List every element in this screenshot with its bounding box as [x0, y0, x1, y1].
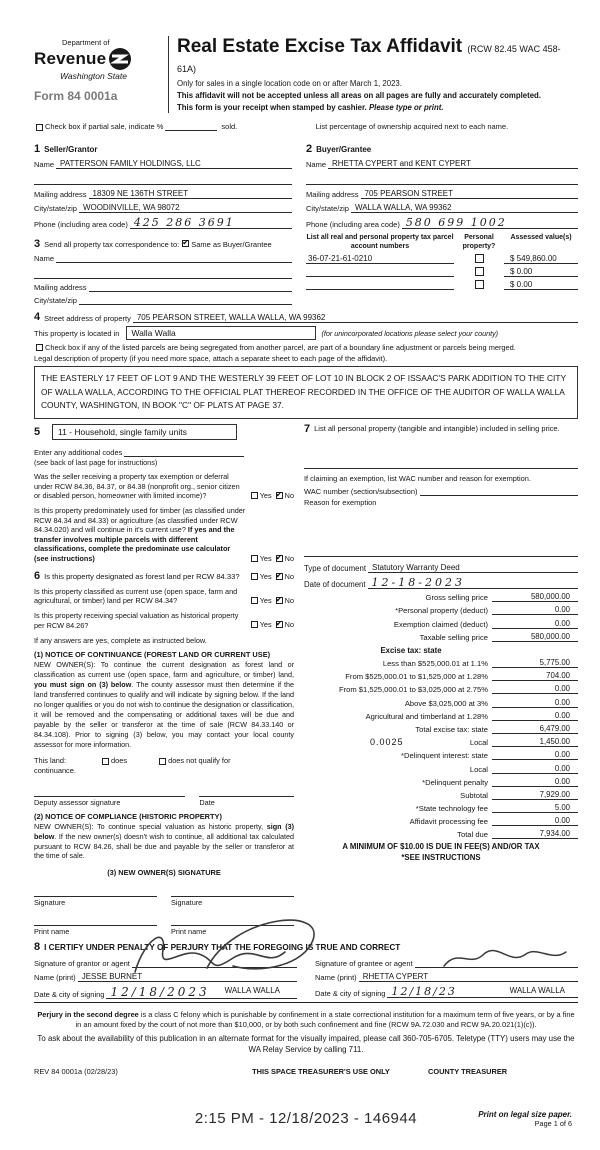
- wac-number-field[interactable]: [420, 487, 578, 496]
- seller-city-field[interactable]: WOODINVILLE, WA 98072: [79, 203, 292, 213]
- grantee-signature-block: [315, 955, 578, 999]
- same-as-buyer-checkbox[interactable]: [182, 240, 189, 247]
- this-land-label: This land:: [34, 755, 67, 765]
- section-4: [34, 312, 578, 419]
- corr-extra-field[interactable]: [34, 270, 292, 279]
- total-due-value[interactable]: 7,934.00: [492, 829, 578, 839]
- corr-name-field[interactable]: [56, 254, 292, 263]
- rcw-reference: (RCW 82.45 WAC 458-61A): [177, 44, 561, 74]
- additional-codes-note: (see back of last page for instructions): [34, 458, 158, 468]
- partial-sale-checkbox[interactable]: [36, 124, 43, 131]
- section-3-label: Send all property tax correspondence to:: [44, 240, 180, 250]
- affidavit-processing-fee-value[interactable]: 0.00: [492, 816, 578, 826]
- q3-no-checkbox[interactable]: [276, 573, 283, 580]
- subtotal-value[interactable]: 7,929.00: [492, 790, 578, 800]
- notice-2-body: NEW OWNER(S): To continue special valuation as historic property, sign (3) below. If the new owner(s) doesn't wish to continue, all additional tax calculated pursuant to RCW 84.26, shall be due and payable by the seller or transferor at the time of sale.: [34, 821, 294, 861]
- amount-label: Total excise tax: state: [415, 724, 488, 734]
- new-owner-print-name-line-2[interactable]: [171, 916, 294, 926]
- legal-description-label: Legal description of property (if you need more space, attach a separate sheet to each page of the affidavit).: [34, 354, 388, 364]
- q2-no-checkbox[interactable]: [276, 555, 283, 562]
- amount-label: Local: [469, 764, 488, 774]
- corr-city-field[interactable]: [79, 296, 292, 305]
- q4-no-checkbox[interactable]: [276, 597, 283, 604]
- section-7-number: 7: [304, 423, 311, 436]
- seller-city-label: City/state/zip: [34, 204, 77, 214]
- parcel-number-field[interactable]: [306, 280, 454, 290]
- section-2-number: 2: [306, 143, 313, 156]
- local-tax-value[interactable]: 1,450.00: [492, 737, 578, 747]
- parcel-number-field[interactable]: 36-07-21-61-0210: [306, 254, 454, 264]
- parcel-number-field[interactable]: [306, 267, 454, 277]
- amount-label: From $525,000.01 to $1,525,000 at 1.28%: [345, 672, 488, 682]
- grantee-signature-label: Signature of grantee or agent: [315, 959, 413, 969]
- additional-codes-field[interactable]: [124, 448, 244, 457]
- q5-no-checkbox[interactable]: [276, 621, 283, 628]
- reason-for-exemption-label: Reason for exemption: [304, 498, 377, 508]
- if-yes-note: If any answers are yes, complete as instructed below.: [34, 636, 207, 646]
- parcel-table: [306, 234, 578, 290]
- deputy-assessor-signature-line[interactable]: [34, 787, 185, 797]
- minimum-due-note: A MINIMUM OF $10.00 IS DUE IN FEE(S) AND/OR TAX *SEE INSTRUCTIONS: [342, 842, 540, 862]
- located-in-label: This property is located in: [34, 328, 120, 338]
- tier1-tax-value[interactable]: 5,775.00: [492, 658, 578, 668]
- state-technology-fee-value[interactable]: 5.00: [492, 803, 578, 813]
- amount-label: Gross selling price: [425, 593, 488, 603]
- section-1-number: 1: [34, 143, 41, 156]
- new-owner-print-name-line-1[interactable]: [34, 916, 157, 926]
- property-use-code-field[interactable]: 11 - Household, single family units: [52, 424, 237, 440]
- seller-heading: Seller/Grantor: [44, 145, 98, 155]
- revenue-wordmark: Revenue: [34, 49, 107, 68]
- page-indicator: Page 1 of 6: [534, 1118, 572, 1128]
- tier2-tax-value[interactable]: 704.00: [492, 671, 578, 681]
- buyer-phone-field[interactable]: 580 699 1002: [402, 217, 578, 229]
- county-select[interactable]: Walla Walla: [126, 326, 316, 340]
- assessed-value-field[interactable]: $ 549,860.00: [504, 254, 578, 264]
- personal-property-col-header: Personal property?: [462, 234, 496, 250]
- grantor-signature-line[interactable]: [132, 959, 297, 968]
- section-3-number: 3: [34, 238, 41, 251]
- doc-date-field[interactable]: 12-18-2023: [368, 577, 578, 589]
- grantor-date-city-label: Date & city of signing: [34, 990, 105, 1000]
- partial-sale-row: [34, 122, 578, 131]
- question-exemption-deferral: Was the seller receiving a property tax exemption or deferral under RCW 84.36, 84.37, or 84.38 (nonprofit org., senior citizen or disabled person, homeowner with limited income)?: [34, 472, 240, 501]
- exemption-claimed-value[interactable]: 0.00: [492, 619, 578, 629]
- amount-label: Above $3,025,000 at 3%: [404, 698, 488, 708]
- signature-label: Signature: [171, 898, 203, 908]
- q1-yes-checkbox[interactable]: [251, 492, 258, 499]
- receipt-timestamp: 2:15 PM - 12/18/2023 - 146944: [194, 1109, 418, 1127]
- continuance-label: continuance.: [34, 765, 76, 775]
- grantor-date-city-field[interactable]: 12/18/2023 WALLA WALLA: [106, 986, 297, 999]
- reason-for-exemption-field[interactable]: [304, 547, 578, 557]
- question-current-use: Is this property classified as current use (open space, farm and agricultural, or timber) land per RCW 84.34?: [34, 586, 238, 606]
- q3-yes-checkbox[interactable]: [251, 573, 258, 580]
- signature-label: Signature: [34, 898, 66, 908]
- grantor-print-name-label: Name (print): [34, 973, 76, 983]
- assessed-value-field[interactable]: $ 0.00: [504, 280, 578, 290]
- seller-phone-label: Phone (including area code): [34, 220, 128, 230]
- sold-label: sold.: [221, 122, 238, 132]
- personal-property-checkbox[interactable]: [475, 267, 484, 276]
- deputy-date-label: Date: [199, 797, 215, 807]
- seller-mailing-label: Mailing address: [34, 190, 87, 200]
- buyer-name-label: Name: [306, 160, 327, 170]
- segregated-label: Check box if any of the listed parcels are being segregated from another parcel, are part of a boundary line adjustment or parcels being merged.: [45, 343, 516, 353]
- deputy-assessor-signature-label: Deputy assessor signature: [34, 797, 121, 807]
- wac-number-label: WAC number (section/subsection): [304, 487, 418, 497]
- question-timber-agriculture: Is this property predominately used for timber (as classified under RCW 84.34 and 84.33) or agriculture (as classified under RCW 84.34.020) and will continue in it's current use? If yes and the transfer involves multiple parcels with different classifications, complete the predominate use calculator (see instructions): [34, 505, 246, 564]
- alternate-format-note: To ask about the availability of this publication in an alternate format for the visually impaired, please call 360-705-6705. Teletype (TTY) users may use the WA Relay Service by calling 711.: [37, 1034, 575, 1054]
- q4-yes-checkbox[interactable]: [251, 597, 258, 604]
- corr-city-label: City/state/zip: [34, 296, 77, 306]
- does-not-checkbox[interactable]: [159, 758, 166, 765]
- doc-type-label: Type of document: [304, 564, 366, 574]
- amount-label: *State technology fee: [415, 804, 488, 814]
- grantee-signature-line[interactable]: [415, 959, 578, 968]
- amount-label: Local: [469, 738, 488, 748]
- buyer-mailing-label: Mailing address: [306, 190, 359, 200]
- certify-statement: I CERTIFY UNDER PENALTY OF PERJURY THAT THE FOREGOING IS TRUE AND CORRECT: [44, 943, 401, 953]
- grantee-date-city-label: Date & city of signing: [315, 989, 386, 999]
- grantor-signature-block: [34, 955, 297, 999]
- q2-yes-checkbox[interactable]: [251, 555, 258, 562]
- corr-mailing-label: Mailing address: [34, 283, 87, 293]
- parcel-col-header: List all real and personal property tax parcel account numbers: [306, 234, 454, 250]
- seller-name-field[interactable]: PATTERSON FAMILY HOLDINGS, LLC: [56, 159, 292, 169]
- does-checkbox[interactable]: [102, 758, 109, 765]
- assessed-value-field[interactable]: $ 0.00: [504, 267, 578, 277]
- grantee-print-name-label: Name (print): [315, 973, 357, 983]
- taxable-selling-price-value[interactable]: 580,000.00: [492, 632, 578, 642]
- notice-1-title: (1) NOTICE OF CONTINUANCE (FOREST LAND OR CURRENT USE): [34, 650, 271, 660]
- doc-date-label: Date of document: [304, 580, 366, 590]
- parcel-row: [306, 280, 578, 290]
- section-5-number: 5: [34, 425, 41, 438]
- does-not-label: does not qualify for: [168, 755, 231, 765]
- parcel-row: [306, 267, 578, 277]
- buyer-name-field[interactable]: RHETTA CYPERT and KENT CYPERT: [328, 159, 578, 169]
- doc-type-field[interactable]: Statutory Warranty Deed: [368, 563, 578, 573]
- legal-description-box[interactable]: THE EASTERLY 17 FEET OF LOT 9 AND THE WESTERLY 39 FEET OF LOT 10 IN BLOCK 2 OF ISSAAC'S PARK ADDITION TO THE CITY OF WALLA WALLA, ACCORDING TO THE OFFICIAL PLAT THEREOF RECORDED IN THE OFFICE OF THE AUDITOR OF WALLA WALLA COUNTY, WASHINGTON, IN BOOK "C" OF PLATS AT PAGE 37.: [34, 366, 578, 419]
- assessed-value-col-header: Assessed value(s): [510, 234, 572, 242]
- buyer-city-field[interactable]: WALLA WALLA, WA 99362: [351, 203, 578, 213]
- personal-property-checkbox[interactable]: [475, 254, 484, 263]
- personal-property-list-field[interactable]: [304, 459, 578, 469]
- amount-label: *Delinquent penalty: [422, 777, 488, 787]
- delinquent-interest-state-value[interactable]: 0.00: [492, 750, 578, 760]
- revenue-logo-icon: [108, 47, 132, 71]
- amount-label: Total due: [457, 830, 488, 840]
- print-name-label: Print name: [34, 927, 70, 937]
- excise-tax-state-header: Excise tax: state: [380, 645, 442, 655]
- notice-1-body: NEW OWNER(S): To continue the current designation as forest land or classification as current use (open space, farm and agriculture, or timber) land, you must sign on (3) below. The county assessor must then determine if the land transferred continues to qualify and will indicate by signing below. If the land no longer qualifies or you do not wish to continue the designation or classification, it will be removed and the compensating or additional taxes will be due and payable by the seller or transferor at the time of sale (RCW 84.33.140 or 84.34.108). Prior to signing (3) below, you may contact your local county assessor for more information.: [34, 660, 294, 749]
- new-owner-signature-line-2[interactable]: [171, 887, 294, 897]
- new-owner-signature-line-1[interactable]: [34, 887, 157, 897]
- seller-mailing-field[interactable]: 18309 NE 136TH STREET: [89, 189, 292, 199]
- segregated-checkbox[interactable]: [36, 344, 43, 351]
- dept-of-label: Department of: [62, 38, 110, 47]
- header-subline-2: This affidavit will not be accepted unless all areas on all pages are fully and accurately completed.: [177, 91, 541, 100]
- grantee-date-city-field[interactable]: 12/18/23 WALLA WALLA: [387, 986, 578, 998]
- personal-property-checkbox[interactable]: [475, 280, 484, 289]
- form-header: [34, 36, 578, 113]
- exemption-note: If claiming an exemption, list WAC number and reason for exemption.: [304, 474, 531, 484]
- question-historical: Is this property receiving special valuation as historical property per RCW 84.26?: [34, 610, 239, 630]
- amount-label: Subtotal: [460, 790, 488, 800]
- form-title: Real Estate Excise Tax Affidavit (RCW 82.45 WAC 458-61A): [177, 36, 561, 74]
- amount-label: Exemption claimed (deduct): [393, 619, 488, 629]
- print-size-note: Print on legal size paper.: [478, 1109, 572, 1119]
- same-as-buyer-label: Same as Buyer/Grantee: [191, 240, 272, 250]
- deputy-date-line[interactable]: [199, 787, 294, 797]
- treasurer-use-label: THIS SPACE TREASURER'S USE ONLY: [252, 1066, 390, 1076]
- amount-label: Affidavit processing fee: [409, 817, 488, 827]
- personal-property-list-label: List all personal property (tangible and intangible) included in selling price.: [314, 424, 560, 434]
- tier3-tax-value[interactable]: 0.00: [492, 684, 578, 694]
- does-label: does: [111, 755, 128, 765]
- delinquent-penalty-value[interactable]: 0.00: [492, 777, 578, 787]
- section-8-number: 8: [34, 941, 41, 954]
- header-divider: [168, 36, 169, 113]
- tier4-tax-value[interactable]: 0.00: [492, 698, 578, 708]
- perjury-statement: Perjury in the second degree is a class C felony which is punishable by confinement in a state correctional institution for a maximum term of five years, or by a fine in an amount fixed by the court of not more than $10,000, or by both such confinement and fine (RCW 9A.72.030 and RCW 9A.20.021(1)(c)).: [37, 1010, 575, 1030]
- grantor-print-name-field[interactable]: JESSE BURNET: [78, 972, 297, 982]
- partial-sale-label: Check box if partial sale, indicate %: [45, 122, 164, 132]
- q5-yes-checkbox[interactable]: [251, 621, 258, 628]
- street-address-label: Street address of property: [44, 314, 131, 324]
- buyer-phone-label: Phone (including area code): [306, 220, 400, 230]
- local-rate-value: 0.0025: [370, 737, 404, 748]
- grantee-print-name-field[interactable]: RHETTA CYPERT: [359, 972, 578, 982]
- street-address-field[interactable]: 705 PEARSON STREET, WALLA WALLA, WA 99362: [133, 313, 578, 323]
- buyer-mailing-field[interactable]: 705 PEARSON STREET: [361, 189, 578, 199]
- total-excise-state-value[interactable]: 6,479.00: [492, 724, 578, 734]
- washington-state-label: Washington State: [60, 71, 127, 81]
- amount-label: Taxable selling price: [419, 632, 488, 642]
- seller-name-label: Name: [34, 160, 55, 170]
- form-number: Form 84 0001a: [34, 89, 118, 103]
- print-name-label: Print name: [171, 927, 207, 937]
- buyer-city-label: City/state/zip: [306, 204, 349, 214]
- buyer-heading: Buyer/Grantee: [316, 145, 372, 155]
- delinquent-interest-local-value[interactable]: 0.00: [492, 764, 578, 774]
- amount-label: *Delinquent interest: state: [401, 751, 488, 761]
- parcel-row: [306, 254, 578, 264]
- seller-phone-field[interactable]: 425 286 3691: [130, 217, 292, 229]
- buyer-extra-name-field[interactable]: [306, 176, 578, 185]
- affidavit-page: Department of Revenue Washington State Form 84 0001a Real Estate Excise Tax Affidavit (RCW 82.45 WAC 458-61A) Only for sales in a single location code on or after March 1, 2023. This affidavit will not be accepted unless all areas on all pages are fully and accurately completed. This form is your receipt when stamped by cashier. Please type or print. Check box if partial sale, indicate % sold. List percentage of ownership acquired next to each name. 1 Seller/Grantor Name PATTERSON FAMILY HOLDINGS, LLC Mailing address 18309 NE 136TH STREET City/state/zip WOODINVILLE, WA 98072 Phone (including area code) 425 286 3691 3 Send all property tax correspondence to: ✔ Same as Buyer/Grantee Name Mailing address City/state/zip 2 Buyer/Grantee Name RHETTA CYPERT and KENT CYPERT Mailing address 705 PEARSON STREET City/state/zip WALLA WALLA, WA 99362 Phone (including area code) 580 699 1002 List all real and personal property tax parcel account numbers Personal property? Assessed value(s) 36-07-21-61-0210 $ 549,860.00 $ 0.00 $ 0.00 4 Street address of property 705 PEARSON STREET, WALLA WALLA, WA 99362 This property is located in Walla Walla (for unincorporated locations please select your county) Check box if any of the listed parcels are being segregated from another parcel, are part of a boundary line adjustment or parcels being merged. Legal description of property (if you need more space, attach a separate sheet to each page of the affidavit). THE EASTERLY 17 FEET OF LOT 9 AND THE WESTERLY 39 FEET OF LOT 10 IN BLOCK 2 OF ISSAAC'S PARK ADDITION TO THE CITY OF WALLA WALLA, ACCORDING TO THE OFFICIAL PLAT THEREOF RECORDED IN THE OFFICE OF THE AUDITOR OF WALLA WALLA COUNTY, WASHINGTON, IN BOOK "C" OF PLATS AT PAGE 37. 5 11 - Household, single family units Enter any additional codes (see back of last page for instructions) Was the seller receiving a property tax exemption or deferral under RCW 84.36, 84.37, or 84.38 (nonprofit org., senior citizen or disabled person, homeowner with limited income)? Yes ✔ No Is this property predominately used for timber (as classified under RCW 84.34 and 84.33) or agriculture (as classified under RCW 84.34.020) and will continue in it's current use? If yes and the transfer involves multiple parcels with different classifications, complete the predominate use calculator (see instructions) Yes ✔ No 6 Is this property designated as forest land per RCW 84.33? Yes ✔ No Is this property classified as current use (open space, farm and agricultural, or timber) land per RCW 84.34? Yes ✔ No Is this property receiving special valuation as historical property per RCW 84.26? Yes ✔ No If any answers are yes, complete as instructed below. (1) NOTICE OF CONTINUANCE (FOREST LAND OR CURRENT USE) NEW OWNER(S): To continue the current designation as forest land or classification as current use (open space, farm and agriculture, or timber) land, you must sign on (3) below. The county assessor must then determine if the land transferred continues to qualify and will indicate by signing below. If the land no longer qualifies or you do not wish to continue the designation or classification, it will be removed and the compensating or additional taxes will be due and payable by the seller or transferor at the time of sale (RCW 84.33.140 or 84.34.108). Prior to signing (3) below, you may contact your local county assessor for more information. This land: does does not qualify for continuance. Deputy assessor signature Date (2) NOTICE OF COMPLIANCE (HISTORIC PROPERTY) NEW OWNER(S): To continue special valuation as historic property, sign (3) below. If the new owner(s) doesn't wish to continue, all additional tax calculated pursuant to RCW 84.26, shall be due and payable by the seller or transferor at the time of sale. (3) NEW OWNER(S) SIGNATURE Signature Signature Print name Print name 7 List all personal property (tangible and intangible) included in selling price. If claiming an exemption, list WAC number and reason for exemption. WAC number (section/subsection) Reason for exemption Type of document Statutory Warranty Deed Date of document 12-18-2023 Gross selling price 580,000.00 *Personal property (deduct) 0.00 Exemption claimed (deduct) 0.00 Taxable selling price 580,000.00 Excise tax: state Less than $525,000.01 at 1.1% 5,775.00 From $525,000.01 to $1,525,000 at 1.28% 704.00 From $1,525,000.01 to $3,025,000 at 2.75% 0.00 Above $3,025,000 at 3% 0.00 Agricultural and timberland at 1.28% 0.00 Total excise tax: state 6,479.00 0.0025 Local 1,450.00 *Delinquent interest: state 0.00 Local 0.00 *Delinquent penalty 0.00 Subtotal 7,929.00 *State technology fee 5.00 Affidavit processing fee 0.00 Total due 7,934.00 A MINIMUM OF $10.00 IS DUE IN FEE(S) AND/OR TAX *SEE INSTRUCTIONS 8 I CERTIFY UNDER PENALTY OF PERJURY THAT THE FOREGOING IS TRUE AND CORRECT Signature of grantor or agent Name (print) JESSE BURNET Date & city of signing 12/18/2023 WALLA WALLA Signature of grantee or agent Name (print) RHETTA CYPERT Date & city of signing 12/18/23 WALLA WALLA Perjury in the second degree is a class C felony which is punishable by confinement in a state correctional institution for a maximum term of five years, or by a fine in an amount fixed by the court of not more than $10,000, or by both such confinement and fine (RCW 9A.72.030 and RCW 9A.20.021(1)(c)). To ask about the availability of this publication in an alternate format for the visually impaired, please call 360-705-6705. Teletype (TTY) users may use the WA Relay Service by calling 711. REV 84 0001a (02/28/23) THIS SPACE TREASURER'S USE ONLY COUNTY TREASURER 2:15 PM - 12/18/2023 - 146944 Print on legal size paper. Page 1 of 6: [0, 0, 600, 1150]
- question-forest-land: 6 Is this property designated as forest land per RCW 84.33?: [34, 569, 240, 582]
- notice-2-title: (2) NOTICE OF COMPLIANCE (HISTORIC PROPERTY): [34, 811, 222, 821]
- corr-name-label: Name: [34, 254, 55, 264]
- amount-label: *Personal property (deduct): [395, 606, 488, 616]
- amount-label: Less than $525,000.01 at 1.1%: [382, 659, 488, 669]
- header-subline-1: Only for sales in a single location code on or after March 1, 2023.: [177, 78, 402, 88]
- q1-no-checkbox[interactable]: [276, 492, 283, 499]
- corr-mailing-field[interactable]: [89, 283, 292, 292]
- located-in-note: (for unincorporated locations please select your county): [321, 328, 499, 338]
- additional-codes-label: Enter any additional codes: [34, 448, 123, 458]
- grantor-signature-label: Signature of grantor or agent: [34, 959, 130, 969]
- amount-label: Agricultural and timberland at 1.28%: [365, 711, 488, 721]
- agricultural-tax-value[interactable]: 0.00: [492, 711, 578, 721]
- agency-block: [34, 36, 162, 103]
- section-4-number: 4: [34, 311, 41, 324]
- notice-3-title: (3) NEW OWNER(S) SIGNATURE: [107, 868, 221, 878]
- amount-label: From $1,525,000.01 to $3,025,000 at 2.75%: [338, 685, 488, 695]
- header-subline-3: This form is your receipt when stamped by cashier. Please type or print.: [177, 103, 444, 113]
- seller-extra-name-field[interactable]: [34, 176, 292, 185]
- gross-selling-price-value[interactable]: 580,000.00: [492, 592, 578, 602]
- partial-sale-percent-field[interactable]: [165, 122, 217, 131]
- rev-form-footer: REV 84 0001a (02/28/23): [34, 1066, 118, 1076]
- county-treasurer-label: COUNTY TREASURER: [428, 1066, 508, 1076]
- ownership-note: List percentage of ownership acquired next to each name.: [315, 122, 509, 132]
- personal-property-deduct-value[interactable]: 0.00: [492, 605, 578, 615]
